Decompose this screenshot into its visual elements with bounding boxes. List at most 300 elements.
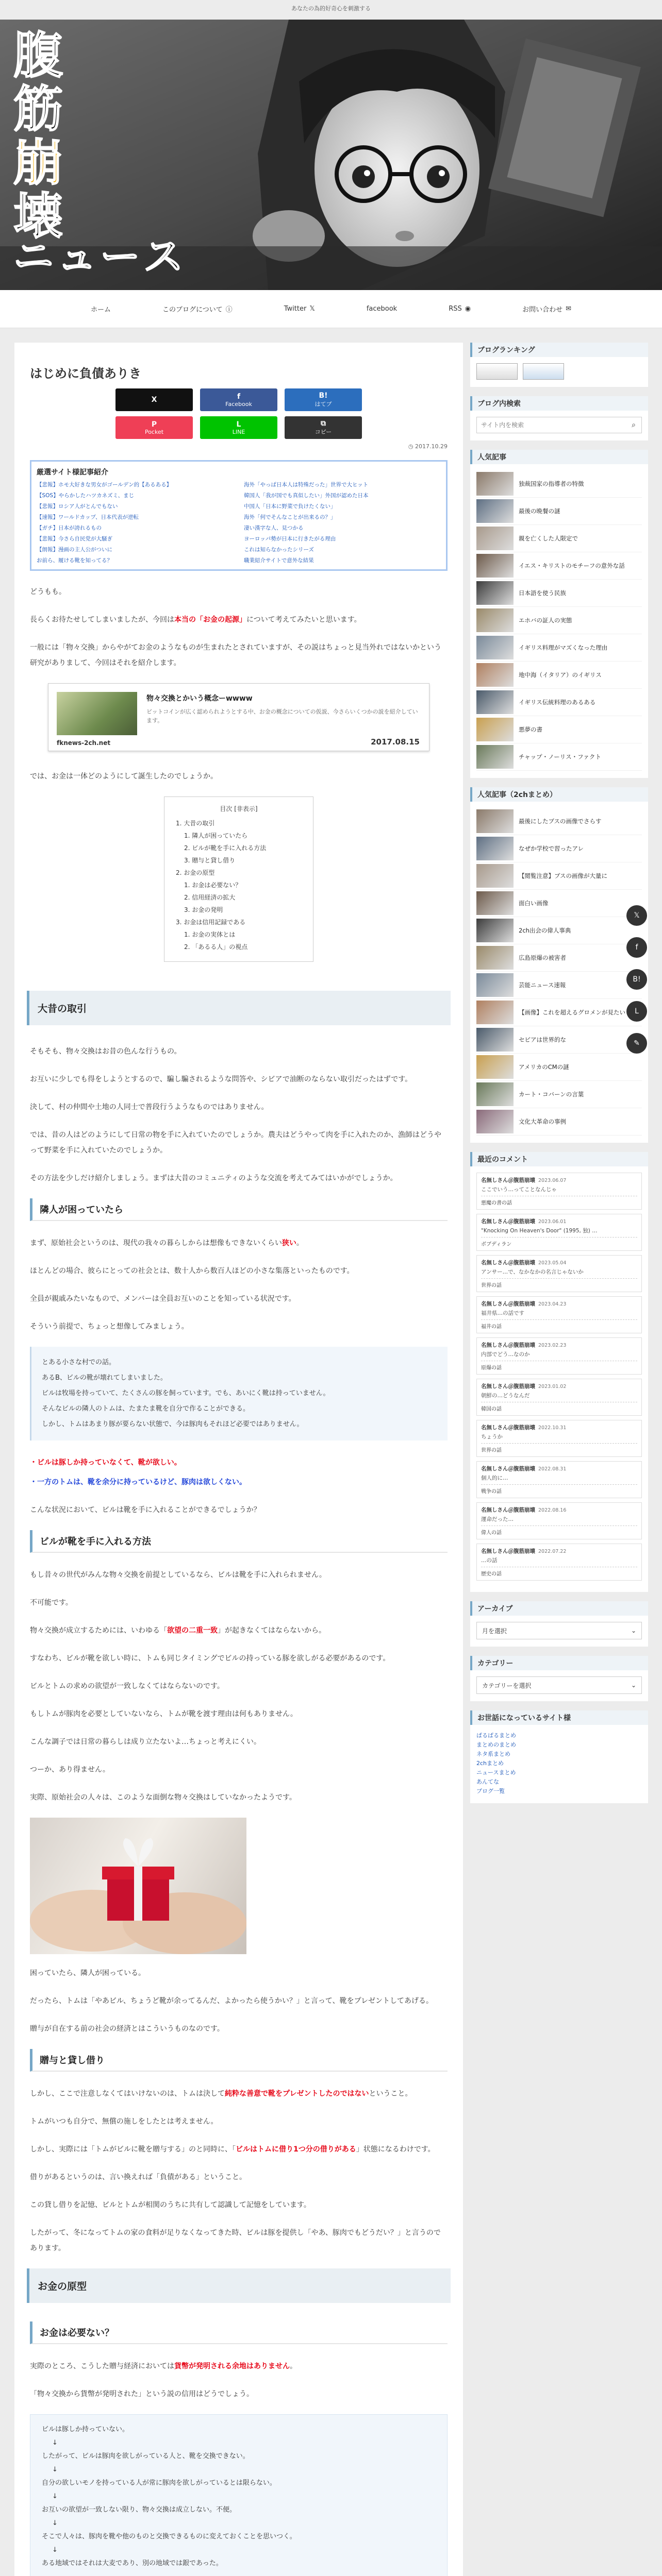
toc-item[interactable]: 3. お金は信用記録である (176, 919, 246, 926)
comment-header (481, 1423, 637, 1431)
paragraph: 「物々交換から貨幣が発明された」という説の信用はどうでしょう。 (30, 2390, 254, 2398)
popular-post[interactable] (476, 972, 642, 999)
widget-title: お世話になっているサイト様 (470, 1710, 648, 1725)
paragraph: 贈与が自在する前の社会の経済とはこういうものなのです。 (30, 2025, 224, 2033)
comment-header (481, 1506, 637, 1514)
comment-header (481, 1259, 637, 1266)
comment-author: 名無しさん＠腹筋崩壊 (481, 1342, 535, 1348)
paragraph: ほとんどの場合、彼らにとっての社会とは、数十人から数百人ほどの小さな集落といったものです。 (30, 1267, 354, 1275)
logo-char: ニ (13, 234, 54, 280)
paragraph: この貸し借りを記憶、ビルとトムが相関のうちに共有して認識して記憶をしています。 (30, 2201, 311, 2209)
post-title: イギリス伝統料理のあるある (519, 699, 596, 706)
comment-post-link[interactable]: 偉人の話 (481, 1526, 637, 1536)
post-title: 広島原爆の被害者 (519, 954, 566, 961)
quote-line: あるB、ビルの靴が壊れてしまいました。 (42, 1374, 167, 1382)
table-of-contents (164, 796, 313, 962)
comment-date: 2023.05.04 (538, 1260, 567, 1266)
paragraph (30, 2359, 448, 2374)
post-thumbnail (476, 690, 514, 714)
comment-post-link[interactable]: ボブディラン (481, 1237, 637, 1247)
toc-title[interactable]: 目次 [非表示] (220, 805, 258, 812)
related-link[interactable]: お前ら、履ける靴を知ってる？ (37, 557, 112, 564)
post-thumbnail (476, 864, 514, 888)
comment-header (481, 1217, 637, 1225)
post-thumbnail (476, 1028, 514, 1052)
box-line: ↓ (52, 2519, 58, 2527)
quote-line: とある小さな村での話。 (42, 1359, 116, 1366)
emphasis-paragraph: ・ビルは豚しか持っていなくて、靴が欲しい。 (30, 1459, 181, 1467)
post-thumbnail (476, 663, 514, 687)
paragraph: では、昔の人はどのようにして日常の物を手に入れていたのでしょうか。農夫はどうやって肉を手に入れたのか、漁師はどうやって野菜を手に入れていたのでしょうか。 (30, 1131, 441, 1155)
post-thumbnail (476, 837, 514, 860)
paragraph: 決して、村の仲間や土地の人同士で普段行うようなものではありません。 (30, 1103, 269, 1111)
text: 物々交換が成立するためには、いわゆる「 (30, 1626, 167, 1635)
text: ということ。 (369, 2090, 412, 2098)
comment-text: ここでいう…ってことなんじゃ (481, 1187, 557, 1193)
archive-widget (470, 1601, 648, 1647)
toc-item[interactable]: 2. ビルが靴を手に入れる方法 (184, 844, 267, 852)
text: 。 (290, 2362, 297, 2370)
post-thumbnail (476, 554, 514, 578)
post-title: 日本語を使う民族 (519, 589, 566, 597)
box-line: そこで人々は、豚肉を靴や他のものと交換できるものに変えておくことを思いつく。 (42, 2533, 296, 2540)
friend-site-link[interactable]: 2chまとめ (476, 1760, 504, 1767)
post-title: 【画像】これを超えるグロメンが見たい (519, 1009, 625, 1016)
comment-author: 名無しさん＠腹筋崩壊 (481, 1425, 535, 1431)
box-line: ↓ (52, 2546, 58, 2554)
nav-home[interactable] (65, 304, 137, 314)
select-value: 月を選択 (482, 1627, 507, 1635)
comment-post-link[interactable]: 世界の話 (481, 1278, 637, 1289)
friend-site-link[interactable]: ニュースまとめ (476, 1769, 516, 1776)
logo-char: 腹 (13, 27, 63, 84)
share-label: Facebook (225, 400, 252, 408)
paragraph: こんな状況において、ビルは靴を手に入れることができるでしょうか？ (30, 1506, 261, 1514)
popular-post[interactable] (476, 498, 642, 525)
paragraph: そもそも、物々交換はお昔の色んな行うもの。 (30, 1047, 181, 1056)
site-logo[interactable] (13, 27, 230, 280)
date-text: 2017.10.29 (415, 443, 448, 450)
popular-post[interactable] (476, 999, 642, 1026)
twitter-icon: 𝕏 (309, 305, 315, 313)
comment-list (476, 1173, 642, 1581)
comment-header (481, 1176, 637, 1184)
emphasis-paragraph: ・一方のトムは、靴を余分に持っているけど、豚肉は欲しくない。 (30, 1478, 246, 1486)
popular-post[interactable] (476, 1081, 642, 1108)
popular-list (476, 470, 642, 771)
share-copy-button[interactable] (285, 416, 362, 439)
popular-list (476, 808, 642, 1136)
subsection-heading: ビルが靴を手に入れる方法 (30, 1530, 448, 1553)
post-title: アメリカのCMの謎 (519, 1063, 569, 1071)
popular-post[interactable] (476, 835, 642, 862)
widget-title: 人気記事 (470, 450, 648, 464)
text: しかし、ここで注意しなくてはいけないのは、トムは決して (30, 2090, 225, 2098)
comment-post-link[interactable]: 戦争の話 (481, 1484, 637, 1495)
line-icon[interactable]: L (626, 1001, 647, 1022)
nav-label: facebook (366, 305, 398, 313)
post-title: エホバの証人の実態 (519, 617, 572, 624)
recent-comments-widget (470, 1152, 648, 1592)
gift-photo (30, 1818, 246, 1954)
emphasis-text: ビルはトムに借り1つ分の借りがある (236, 2145, 356, 2154)
article (14, 343, 463, 2576)
paragraph: もし昔々の世代がみんな物々交換を前提としているなら、ビルは靴を手に入れられません。 (30, 1571, 326, 1579)
nav-twitter[interactable] (258, 305, 341, 313)
info-icon: ⓘ (225, 306, 233, 314)
subsection-heading: お金は必要ない？ (30, 2321, 448, 2344)
text: について考えてみたいと思います。 (246, 616, 361, 624)
popular-post[interactable] (476, 689, 642, 716)
nav-label: RSS (449, 305, 462, 313)
bookmark-icon[interactable]: B! (626, 969, 647, 990)
text: 」が起きなくてはならないから。 (218, 1626, 326, 1635)
post-thumbnail (476, 1082, 514, 1106)
post-title: 文化大革命の事例 (519, 1118, 566, 1125)
reasoning-box (30, 2414, 448, 2576)
toc-item[interactable]: 2. お金の原型 (176, 869, 215, 876)
widget-title: ブログランキング (470, 343, 648, 357)
comment-post-link[interactable]: 歴史の話 (481, 1567, 637, 1577)
box-line: ↓ (52, 2493, 58, 2500)
text: しかし、実際には「トムがビルに靴を贈与する」のと同時に、「 (30, 2145, 236, 2154)
pocket-icon: P (151, 420, 157, 429)
box-line: したがって、ビルは豚肉を欲しがっている人と、靴を交換できない。 (42, 2452, 250, 2460)
post-thumbnail (476, 809, 514, 833)
friend-site-link[interactable]: あんてな (476, 1778, 499, 1785)
comment-header (481, 1465, 637, 1472)
archive-select[interactable] (476, 1622, 642, 1639)
sidebar (470, 343, 648, 1812)
toc-item[interactable]: 1. お金は必要ない？ (184, 882, 242, 889)
related-link[interactable]: 【SOS】やらかしたハツカネズミ、まじ (37, 493, 135, 499)
widget-title: カテゴリー (470, 1656, 648, 1670)
clock-icon: ◷ (408, 443, 416, 450)
related-link[interactable]: 【速報】ワールドカップ、日本代表が逆転 (37, 514, 139, 520)
paragraph: お互いに少しでも得をしようとするので、騙し騙されるような問答や、シビアで油断のならない取引だったはずです。 (30, 1075, 412, 1083)
post-title: イギリス料理がマズくなった理由 (519, 644, 608, 651)
post-thumbnail (476, 608, 514, 632)
select-value: カテゴリーを選択 (482, 1682, 532, 1689)
share-x-button[interactable] (115, 388, 193, 411)
post-date (30, 443, 448, 450)
toc-item[interactable]: 1. 大昔の取引 (176, 820, 215, 827)
search-input[interactable] (477, 417, 626, 433)
comment-date: 2022.07.22 (538, 1549, 567, 1554)
comment-item (476, 1420, 642, 1457)
ranking-banner[interactable] (476, 363, 518, 380)
paragraph: すなわち、ビルが靴を欲しい時に、トムも同じタイミングでビルの持っている豚を欲しがる必要があるのです。 (30, 1654, 390, 1663)
floating-share-bar (626, 905, 647, 1065)
comment-author: 名無しさん＠腹筋崩壊 (481, 1301, 535, 1307)
site-tagline (0, 0, 662, 20)
post-title: 芸能ニュース速報 (519, 981, 566, 989)
gift-illustration (30, 1818, 246, 1954)
post-title: カート・コバーンの言葉 (519, 1091, 584, 1098)
comment-post-link[interactable]: 福井の話 (481, 1319, 637, 1330)
popular-post[interactable] (476, 944, 642, 972)
popular-2ch-widget (470, 787, 648, 1143)
popular-post[interactable] (476, 1108, 642, 1136)
comment-item (476, 1379, 642, 1416)
comment-date: 2022.08.16 (538, 1507, 567, 1513)
comment-text: 内部でどう…なのか (481, 1351, 530, 1358)
nav-rss[interactable] (423, 305, 496, 313)
logo-char: ー (100, 234, 141, 280)
facebook-icon[interactable]: f (626, 937, 647, 958)
nav-about[interactable] (137, 304, 258, 314)
category-select[interactable] (476, 1676, 642, 1694)
friend-site-link[interactable]: ぱるぱるまとめ (476, 1732, 516, 1739)
post-thumbnail (476, 1110, 514, 1133)
related-title: 厳選サイト様記事紹介 (37, 468, 109, 477)
popular-post[interactable] (476, 525, 642, 552)
comment-author: 名無しさん＠腹筋崩壊 (481, 1218, 535, 1225)
toc-item[interactable]: 2. 信用経済の拡大 (184, 894, 236, 901)
popular-post[interactable] (476, 808, 642, 835)
share-facebook-button[interactable] (200, 388, 277, 411)
comment-date: 2023.06.01 (538, 1219, 567, 1225)
comment-post-link[interactable]: 悪魔の書の話 (481, 1196, 637, 1206)
post-thumbnail (476, 527, 514, 550)
comment-item (476, 1461, 642, 1498)
paragraph: 借りがあるというのは、言い換えれば「負債がある」ということ。 (30, 2173, 246, 2181)
friend-site-link[interactable]: まとめのまとめ (476, 1741, 516, 1748)
paragraph: つーか、あり得ません。 (30, 1766, 110, 1774)
blog-ranking-widget (470, 343, 648, 387)
share-pocket-button[interactable] (115, 416, 193, 439)
post-thumbnail (476, 581, 514, 605)
subsection-heading: 隣人が困っていたら (30, 1198, 448, 1221)
popular-post[interactable] (476, 470, 642, 498)
post-thumbnail (476, 919, 514, 942)
box-line: ↓ (52, 2466, 58, 2473)
friend-site-link[interactable]: ブログ一覧 (476, 1788, 505, 1794)
blog-card-title: 物々交換とかいう概念ーwwww (146, 694, 253, 703)
share-buttons (74, 388, 404, 439)
popular-posts-widget (470, 450, 648, 778)
post-title: なぜか学校で習ったアレ (519, 845, 584, 852)
paragraph: そういう前提で、ちょっと想像してみましょう。 (30, 1323, 189, 1331)
popular-post[interactable] (476, 662, 642, 689)
comment-author: 名無しさん＠腹筋崩壊 (481, 1383, 535, 1389)
blog-card-site: fknews-2ch.net (57, 739, 111, 747)
comment-text: 運命だった… (481, 1516, 514, 1522)
related-link[interactable]: 【悲報】今さら自民党が大騒ぎ (37, 536, 112, 542)
emphasis-text: 欲望の二重一致 (167, 1626, 218, 1635)
comment-post-link[interactable]: 韓国の話 (481, 1402, 637, 1412)
twitter-icon[interactable]: 𝕏 (626, 905, 647, 926)
box-line: ビルは豚しか持っていない。 (42, 2426, 129, 2433)
comment-date: 2023.01.02 (538, 1384, 567, 1389)
paragraph (30, 1235, 448, 1251)
share-label: はてブ (315, 401, 332, 408)
subsection-heading: 贈与と貸し借り (30, 2049, 448, 2072)
paragraph (30, 2086, 448, 2102)
comment-text: …の話 (481, 1557, 498, 1564)
post-title: 最後の晩餐の謎 (519, 507, 560, 515)
post-title: 地中海（イタリア）のイギリス (519, 671, 602, 679)
comment-date: 2023.06.07 (538, 1178, 567, 1183)
copy-icon: ⧉ (321, 419, 326, 428)
related-link[interactable]: 【ガチ】日本が誇れるもの (37, 525, 102, 531)
nav-facebook[interactable] (341, 305, 423, 313)
line-icon: L (236, 420, 241, 429)
post-thumbnail (476, 973, 514, 997)
friend-sites-widget (470, 1710, 648, 1803)
comment-date: 2022.10.31 (538, 1425, 567, 1431)
comment-text: ちょうか (481, 1434, 503, 1440)
text: 長らくお待たせしてしまいましたが、今回は (30, 616, 174, 624)
comment-text: "Knocking On Heaven's Door" (1995, 独) … (481, 1228, 598, 1234)
comment-date: 2023.02.23 (538, 1343, 567, 1348)
paragraph: 全員が親戚みたいなもので、メンバーは全員お互いのことを知っている状況です。 (30, 1295, 296, 1303)
paragraph: だったら、トムは「やあビル、ちょうど靴が余ってるんだ、よかったら使うかい？」と言って、靴をプレゼントしてあげる。 (30, 1997, 434, 2005)
paragraph: どうもも。 (30, 588, 66, 596)
text: 。 (296, 1239, 304, 1247)
site-header (0, 20, 662, 290)
comment-author: 名無しさん＠腹筋崩壊 (481, 1548, 535, 1554)
logo-char: 筋 (13, 80, 63, 138)
comment-date: 2022.08.31 (538, 1466, 567, 1472)
related-link[interactable]: 海外「やっぱ日本人は特殊だった」世界で大ヒット (244, 482, 369, 488)
comment-post-link[interactable]: 原爆の話 (481, 1361, 637, 1371)
paragraph: 不可能です。 (30, 1599, 73, 1607)
widget-title: 最近のコメント (470, 1152, 648, 1166)
post-thumbnail (476, 718, 514, 741)
comment-date: 2023.04.23 (538, 1301, 567, 1307)
post-title: イエス・キリストのモチーフの意外な話 (519, 562, 625, 569)
related-link[interactable]: 韓国人「我が国でも真似したい」外国が認めた日本 (244, 493, 369, 499)
nav-contact[interactable] (496, 304, 597, 314)
related-link[interactable]: 海外「何でそんなことが出来るの？」 (244, 514, 336, 520)
share-label: LINE (232, 428, 245, 435)
related-link[interactable]: 【悲報】ロシア人がとんでもない (37, 503, 118, 510)
post-thumbnail (476, 946, 514, 970)
comment-item (476, 1544, 642, 1581)
ranking-banner[interactable] (523, 363, 564, 380)
paragraph: したがって、冬になってトムの家の食料が足りなくなってきた時、ビルは豚を提供し「やあ、豚肉でもどうだい？」と言うのであります。 (30, 2229, 441, 2252)
search-box (476, 417, 642, 433)
logo-char: 壊 (13, 188, 63, 245)
related-link[interactable]: 凄い漢字な人、見つかる (244, 525, 304, 531)
toc-item[interactable]: 1. お金の実体とは (184, 931, 236, 938)
widget-title: 人気記事（2chまとめ） (470, 787, 648, 802)
section-heading: 大昔の取引 (27, 991, 451, 1025)
post-title: 【閲覧注意】ブスの画像が大量に (519, 872, 608, 879)
post-title: 2ch出会の偉人事典 (519, 927, 571, 934)
popular-post[interactable] (476, 743, 642, 771)
blog-card[interactable] (48, 683, 429, 751)
toc-item[interactable]: 1. 隣人が困っていたら (184, 832, 248, 839)
emphasis-text: 貨幣が発明される余地はありません (174, 2362, 290, 2370)
quote-line: そんなビルの隣人のトムは、たまたま靴を自分で作ることができる。 (42, 1405, 250, 1413)
chevron-down-icon: ⌄ (631, 1627, 636, 1634)
comment-text: 朝鮮の…どうなんだ (481, 1393, 530, 1399)
share-label: コピー (315, 429, 332, 435)
popular-post[interactable] (476, 862, 642, 890)
emphasis-text: 本当の「お金の起源」 (174, 616, 246, 624)
comment-icon[interactable]: ✎ (626, 1033, 647, 1054)
comment-item (476, 1337, 642, 1375)
toc-item[interactable]: 3. 贈与と貸し借り (184, 857, 236, 864)
comment-header (481, 1341, 637, 1349)
paragraph: こんな調子では日常の暮らしは成り立たないよ…ちょっと考えにくい。 (30, 1738, 261, 1746)
popular-post[interactable] (476, 917, 642, 944)
popular-post[interactable] (476, 607, 642, 634)
mail-icon: ✉ (566, 305, 572, 313)
post-thumbnail (476, 499, 514, 523)
toc-item[interactable]: 3. お金の発明 (184, 906, 223, 913)
popular-post[interactable] (476, 1054, 642, 1081)
logo-char: ュ (57, 234, 97, 280)
related-link[interactable]: これは知らなかったシリーズ (244, 547, 314, 553)
post-title: セピアは世界的な (519, 1036, 566, 1043)
paragraph: では、お金は一体どのようにして誕生したのでしょうか。 (30, 772, 218, 781)
logo-char: ス (143, 234, 184, 280)
post-thumbnail (476, 636, 514, 659)
paragraph: ビルとトムの求めの欲望が一致しなくてはならないのです。 (30, 1682, 224, 1690)
widget-title: ブログ内検索 (470, 396, 648, 411)
section-heading: お金の原型 (27, 2268, 451, 2303)
popular-post[interactable] (476, 634, 642, 662)
comment-item (476, 1214, 642, 1251)
text: 」状態になるわけです。 (356, 2145, 435, 2154)
link-list (476, 1731, 642, 1796)
rss-icon: ◉ (465, 305, 471, 313)
comment-item (476, 1502, 642, 1539)
toc-item[interactable]: 2. 「あるる人」の視点 (184, 943, 248, 951)
friend-site-link[interactable]: ネタ系まとめ (476, 1751, 510, 1757)
comment-author: 名無しさん＠腹筋崩壊 (481, 1260, 535, 1266)
post-title: 最後にしたブスの画像でさらす (519, 818, 602, 825)
blog-card-thumbnail (57, 692, 137, 735)
comment-item (476, 1173, 642, 1210)
popular-post[interactable] (476, 1026, 642, 1054)
text: まず、原始社会というのは、現代の我々の暮らしからは想像もできないくらい (30, 1239, 282, 1247)
toc-list (176, 817, 302, 953)
popular-post[interactable] (476, 552, 642, 580)
article-title: はじめに負債ありき (30, 366, 141, 381)
nav-label: Twitter (284, 305, 307, 313)
global-nav (0, 290, 662, 328)
comment-header (481, 1382, 637, 1390)
share-line-button[interactable] (200, 416, 277, 439)
post-thumbnail (476, 745, 514, 769)
paragraph: もしトムが豚肉を必要としていないなら、トムが靴を渡す理由は何もありません。 (30, 1710, 297, 1718)
tagline-text: あなたの為的好奇心を刺激する (291, 5, 371, 12)
related-link[interactable]: 中国人「日本に野菜で負けたくない」 (244, 503, 336, 510)
search-icon[interactable]: ⌕ (632, 421, 636, 429)
emphasis-text: 狭い (282, 1239, 296, 1247)
story-quote (30, 1347, 448, 1440)
popular-post[interactable] (476, 890, 642, 917)
popular-post[interactable] (476, 580, 642, 607)
related-link[interactable]: 【朗報】漫画の主人公がついに (37, 547, 112, 553)
related-link[interactable]: ヨーロッパ勢が日本に行きたがる理由 (244, 536, 336, 542)
share-hatena-button[interactable] (285, 388, 362, 411)
related-link[interactable]: 職業紹介サイトで意外な結果 (244, 557, 314, 564)
category-widget (470, 1656, 648, 1701)
box-line: 自分の欲しいモノを持っている人が常に豚肉を欲しがっているとは限らない。 (42, 2479, 276, 2487)
nav-label: お問い合わせ (522, 306, 563, 314)
popular-post[interactable] (476, 716, 642, 743)
logo-char: 崩 (13, 134, 63, 192)
related-link[interactable]: 【悲報】ホモ大好きな男女がゴールデン的【あるある】 (37, 482, 172, 488)
blog-card-description: ビットコインが広く認められようとする中、お金の概念についての仮説、今さらいくつかの説を紹介しています。 (146, 708, 418, 724)
comment-text: 福井県…の話です (481, 1310, 524, 1316)
comment-post-link[interactable]: 世界の話 (481, 1443, 637, 1453)
